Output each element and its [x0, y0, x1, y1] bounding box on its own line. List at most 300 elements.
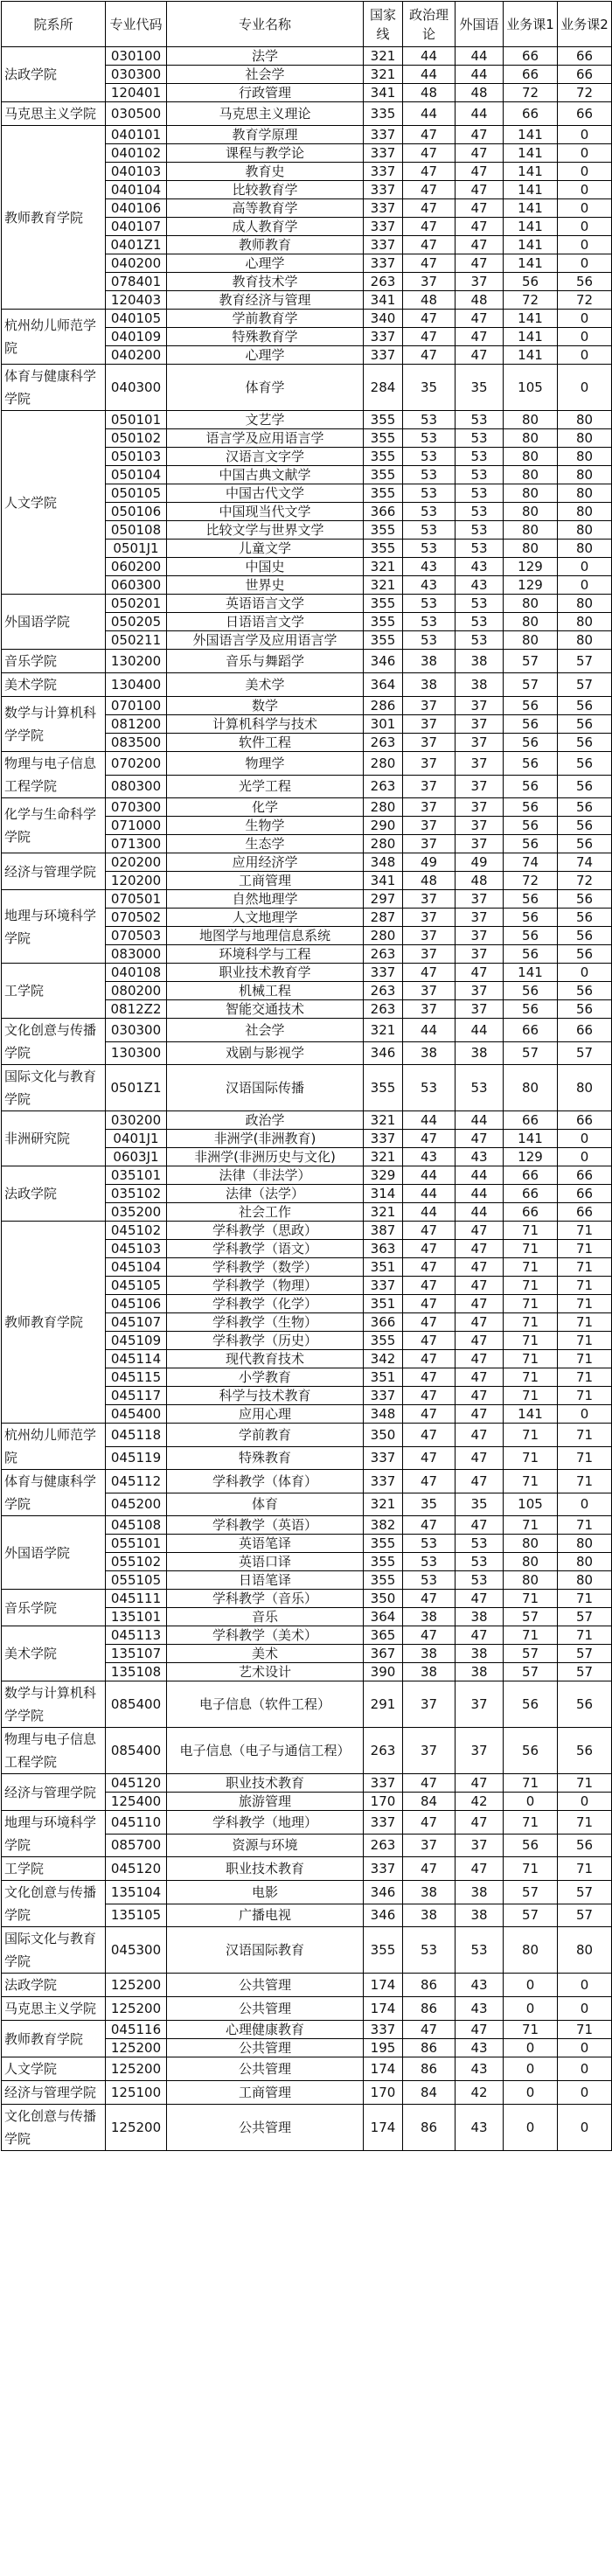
politics-score: 47	[403, 126, 456, 144]
subject-2-score: 66	[558, 1185, 612, 1203]
header-major: 专业名称	[167, 2, 364, 47]
subject-2-score: 0	[558, 236, 612, 254]
major-name: 生物学	[167, 817, 364, 835]
major-code: 045109	[106, 1332, 167, 1350]
subject-1-score: 71	[504, 1313, 558, 1332]
subject-1-score: 80	[504, 503, 558, 521]
politics-score: 49	[403, 853, 456, 872]
major-code: 040200	[106, 254, 167, 273]
subject-1-score: 141	[504, 310, 558, 328]
subject-1-score: 71	[504, 2021, 558, 2039]
politics-score: 47	[403, 346, 456, 365]
subject-1-score: 56	[504, 1728, 558, 1774]
department-cell: 文化创意与传播学院	[2, 1881, 106, 1927]
major-name: 学科教学（化学）	[167, 1295, 364, 1313]
subject-2-score: 0	[558, 1405, 612, 1424]
major-code: 083500	[106, 734, 167, 752]
foreign-language-score: 37	[456, 982, 504, 1000]
major-code: 050201	[106, 595, 167, 613]
subject-1-score: 141	[504, 1405, 558, 1424]
foreign-language-score: 47	[456, 310, 504, 328]
major-code: 045102	[106, 1222, 167, 1240]
major-code: 045115	[106, 1368, 167, 1387]
politics-score: 43	[403, 1148, 456, 1166]
subject-1-score: 71	[504, 1368, 558, 1387]
subject-2-score: 71	[558, 1424, 612, 1447]
subject-1-score: 56	[504, 927, 558, 945]
national-line: 337	[364, 1811, 403, 1835]
major-code: 070502	[106, 909, 167, 927]
major-name: 美术学	[167, 673, 364, 697]
national-line: 337	[364, 1774, 403, 1793]
subject-1-score: 80	[504, 1065, 558, 1111]
subject-2-score: 71	[558, 1240, 612, 1258]
politics-score: 47	[403, 1240, 456, 1258]
subject-2-score: 80	[558, 1553, 612, 1571]
foreign-language-score: 47	[456, 1424, 504, 1447]
subject-2-score: 71	[558, 1516, 612, 1535]
subject-2-score: 80	[558, 466, 612, 484]
politics-score: 53	[403, 1065, 456, 1111]
department-cell: 外国语学院	[2, 1516, 106, 1590]
foreign-language-score: 37	[456, 752, 504, 776]
foreign-language-score: 53	[456, 411, 504, 429]
major-name: 社会工作	[167, 1203, 364, 1222]
table-row	[2, 1626, 612, 1645]
major-name: 公共管理	[167, 1974, 364, 1997]
politics-score: 47	[403, 1774, 456, 1793]
major-name: 小学教育	[167, 1368, 364, 1387]
foreign-language-score: 37	[456, 835, 504, 853]
foreign-language-score: 44	[456, 102, 504, 126]
politics-score: 53	[403, 448, 456, 466]
politics-score: 43	[403, 576, 456, 595]
major-code: 078401	[106, 273, 167, 291]
subject-1-score: 57	[504, 1041, 558, 1065]
major-name: 学科教学（历史）	[167, 1332, 364, 1350]
major-name: 教育学原理	[167, 126, 364, 144]
major-code: 070501	[106, 890, 167, 909]
politics-score: 47	[403, 1516, 456, 1535]
subject-1-score: 57	[504, 1904, 558, 1927]
subject-2-score: 56	[558, 775, 612, 798]
subject-2-score: 0	[558, 964, 612, 982]
major-code: 040108	[106, 964, 167, 982]
subject-1-score: 80	[504, 1535, 558, 1553]
national-line: 355	[364, 411, 403, 429]
politics-score: 37	[403, 1728, 456, 1774]
department-cell: 文化创意与传播学院	[2, 1019, 106, 1065]
subject-1-score: 71	[504, 1387, 558, 1405]
foreign-language-score: 48	[456, 872, 504, 890]
politics-score: 84	[403, 1793, 456, 1811]
major-code: 050101	[106, 411, 167, 429]
politics-score: 37	[403, 775, 456, 798]
subject-2-score: 72	[558, 872, 612, 890]
subject-2-score: 0	[558, 1130, 612, 1148]
national-line: 346	[364, 650, 403, 673]
subject-2-score: 0	[558, 218, 612, 236]
subject-1-score: 56	[504, 715, 558, 734]
major-code: 045105	[106, 1277, 167, 1295]
subject-2-score: 80	[558, 484, 612, 503]
table-row	[2, 365, 612, 411]
subject-1-score: 56	[504, 1000, 558, 1019]
foreign-language-score: 43	[456, 576, 504, 595]
politics-score: 37	[403, 273, 456, 291]
national-line: 263	[364, 1728, 403, 1774]
subject-1-score: 0	[504, 2039, 558, 2057]
politics-score: 44	[403, 1019, 456, 1042]
major-name: 美术	[167, 1645, 364, 1663]
subject-2-score: 71	[558, 1295, 612, 1313]
major-name: 学科教学（体育）	[167, 1470, 364, 1493]
national-line: 321	[364, 66, 403, 84]
table-row	[2, 126, 612, 144]
subject-2-score: 56	[558, 1728, 612, 1774]
national-line: 355	[364, 613, 403, 631]
subject-2-score: 80	[558, 1065, 612, 1111]
politics-score: 84	[403, 2081, 456, 2105]
national-line: 355	[364, 1553, 403, 1571]
major-code: 030100	[106, 47, 167, 66]
politics-score: 47	[403, 1590, 456, 1608]
admission-score-table	[1, 1, 612, 2151]
major-code: 035200	[106, 1203, 167, 1222]
national-line: 263	[364, 1834, 403, 1857]
header-national-line: 国家线	[364, 2, 403, 47]
major-code: 070300	[106, 798, 167, 817]
foreign-language-score: 47	[456, 126, 504, 144]
national-line: 280	[364, 835, 403, 853]
major-name: 学前教育学	[167, 310, 364, 328]
major-code: 080200	[106, 982, 167, 1000]
foreign-language-score: 37	[456, 798, 504, 817]
major-name: 应用心理	[167, 1405, 364, 1424]
major-code: 085400	[106, 1681, 167, 1728]
subject-1-score: 57	[504, 650, 558, 673]
politics-score: 44	[403, 1203, 456, 1222]
major-name: 公共管理	[167, 1997, 364, 2021]
department-cell: 物理与电子信息工程学院	[2, 752, 106, 798]
major-code: 035101	[106, 1166, 167, 1185]
subject-1-score: 80	[504, 484, 558, 503]
foreign-language-score: 37	[456, 945, 504, 964]
foreign-language-score: 37	[456, 909, 504, 927]
national-line: 355	[364, 1927, 403, 1974]
major-name: 中国古典文献学	[167, 466, 364, 484]
subject-2-score: 66	[558, 102, 612, 126]
foreign-language-score: 47	[456, 1222, 504, 1240]
national-line: 321	[364, 558, 403, 576]
national-line: 351	[364, 1258, 403, 1277]
foreign-language-score: 53	[456, 503, 504, 521]
subject-1-score: 80	[504, 540, 558, 558]
major-code: 130300	[106, 1041, 167, 1065]
major-code: 045107	[106, 1313, 167, 1332]
table-row	[2, 2105, 612, 2151]
department-cell: 工学院	[2, 1857, 106, 1881]
national-line: 329	[364, 1166, 403, 1185]
national-line: 280	[364, 798, 403, 817]
foreign-language-score: 47	[456, 181, 504, 199]
national-line: 287	[364, 909, 403, 927]
subject-1-score: 71	[504, 1470, 558, 1493]
national-line: 174	[364, 1997, 403, 2021]
major-code: 045103	[106, 1240, 167, 1258]
major-name: 应用经济学	[167, 853, 364, 872]
national-line: 337	[364, 254, 403, 273]
subject-1-score: 80	[504, 613, 558, 631]
subject-1-score: 56	[504, 890, 558, 909]
subject-1-score: 71	[504, 1258, 558, 1277]
subject-2-score: 72	[558, 84, 612, 102]
foreign-language-score: 53	[456, 631, 504, 650]
table-row	[2, 1811, 612, 1835]
subject-1-score: 72	[504, 84, 558, 102]
subject-2-score: 56	[558, 945, 612, 964]
foreign-language-score: 37	[456, 273, 504, 291]
major-name: 心理学	[167, 254, 364, 273]
major-code: 050106	[106, 503, 167, 521]
foreign-language-score: 47	[456, 236, 504, 254]
national-line: 337	[364, 1446, 403, 1470]
subject-2-score: 56	[558, 1000, 612, 1019]
major-name: 教育技术学	[167, 273, 364, 291]
national-line: 335	[364, 102, 403, 126]
subject-1-score: 66	[504, 47, 558, 66]
subject-2-score: 0	[558, 254, 612, 273]
foreign-language-score: 47	[456, 163, 504, 181]
major-code: 060200	[106, 558, 167, 576]
subject-2-score: 0	[558, 2057, 612, 2081]
subject-2-score: 66	[558, 66, 612, 84]
major-code: 135108	[106, 1663, 167, 1681]
politics-score: 53	[403, 540, 456, 558]
subject-1-score: 66	[504, 102, 558, 126]
foreign-language-score: 53	[456, 540, 504, 558]
politics-score: 38	[403, 1881, 456, 1904]
subject-2-score: 0	[558, 1793, 612, 1811]
major-name: 课程与教学论	[167, 144, 364, 163]
subject-1-score: 74	[504, 853, 558, 872]
politics-score: 86	[403, 1974, 456, 1997]
major-code: 030300	[106, 1019, 167, 1042]
subject-2-score: 71	[558, 1222, 612, 1240]
politics-score: 53	[403, 503, 456, 521]
department-cell: 体育与健康科学学院	[2, 1470, 106, 1516]
subject-1-score: 71	[504, 1332, 558, 1350]
subject-1-score: 56	[504, 982, 558, 1000]
department-cell: 物理与电子信息工程学院	[2, 1728, 106, 1774]
major-code: 0603J1	[106, 1148, 167, 1166]
table-row	[2, 752, 612, 776]
politics-score: 47	[403, 310, 456, 328]
subject-1-score: 71	[504, 1446, 558, 1470]
politics-score: 37	[403, 1000, 456, 1019]
foreign-language-score: 47	[456, 1774, 504, 1793]
subject-2-score: 80	[558, 448, 612, 466]
major-name: 日语语言文学	[167, 613, 364, 631]
subject-2-score: 0	[558, 2081, 612, 2105]
table-row	[2, 102, 612, 126]
national-line: 337	[364, 126, 403, 144]
politics-score: 86	[403, 2057, 456, 2081]
major-code: 085400	[106, 1728, 167, 1774]
subject-2-score: 56	[558, 734, 612, 752]
subject-2-score: 80	[558, 1927, 612, 1974]
table-row	[2, 310, 612, 328]
national-line: 341	[364, 872, 403, 890]
politics-score: 37	[403, 734, 456, 752]
department-cell: 国际文化与教育学院	[2, 1927, 106, 1974]
major-code: 035102	[106, 1185, 167, 1203]
politics-score: 47	[403, 254, 456, 273]
national-line: 355	[364, 466, 403, 484]
major-name: 生态学	[167, 835, 364, 853]
foreign-language-score: 53	[456, 595, 504, 613]
politics-score: 48	[403, 291, 456, 310]
politics-score: 53	[403, 466, 456, 484]
major-code: 135105	[106, 1904, 167, 1927]
subject-1-score: 80	[504, 631, 558, 650]
major-code: 050211	[106, 631, 167, 650]
major-name: 音乐与舞蹈学	[167, 650, 364, 673]
major-name: 科学与技术教育	[167, 1387, 364, 1405]
national-line: 337	[364, 964, 403, 982]
subject-1-score: 56	[504, 835, 558, 853]
major-name: 法律（法学）	[167, 1185, 364, 1203]
major-name: 物理学	[167, 752, 364, 776]
foreign-language-score: 53	[456, 1065, 504, 1111]
national-line: 263	[364, 734, 403, 752]
national-line: 355	[364, 484, 403, 503]
major-code: 050108	[106, 521, 167, 540]
subject-2-score: 74	[558, 853, 612, 872]
major-name: 职业技术教育	[167, 1774, 364, 1793]
subject-2-score: 72	[558, 291, 612, 310]
major-code: 0401Z1	[106, 236, 167, 254]
department-cell: 音乐学院	[2, 650, 106, 673]
major-code: 040101	[106, 126, 167, 144]
subject-1-score: 80	[504, 429, 558, 448]
foreign-language-score: 44	[456, 1111, 504, 1130]
subject-1-score: 129	[504, 1148, 558, 1166]
major-name: 语言学及应用语言学	[167, 429, 364, 448]
major-code: 070503	[106, 927, 167, 945]
subject-1-score: 56	[504, 798, 558, 817]
major-code: 045111	[106, 1590, 167, 1608]
table-row	[2, 1974, 612, 1997]
foreign-language-score: 37	[456, 734, 504, 752]
foreign-language-score: 43	[456, 1997, 504, 2021]
foreign-language-score: 43	[456, 1974, 504, 1997]
department-cell: 外国语学院	[2, 595, 106, 650]
subject-2-score: 71	[558, 1277, 612, 1295]
major-code: 030300	[106, 66, 167, 84]
table-row	[2, 1065, 612, 1111]
politics-score: 47	[403, 1626, 456, 1645]
subject-2-score: 71	[558, 1590, 612, 1608]
subject-1-score: 56	[504, 1834, 558, 1857]
subject-1-score: 141	[504, 181, 558, 199]
major-name: 化学	[167, 798, 364, 817]
foreign-language-score: 37	[456, 1000, 504, 1019]
major-name: 光学工程	[167, 775, 364, 798]
major-code: 0812Z2	[106, 1000, 167, 1019]
major-name: 比较文学与世界文学	[167, 521, 364, 540]
national-line: 314	[364, 1185, 403, 1203]
major-code: 050205	[106, 613, 167, 631]
subject-2-score: 80	[558, 1571, 612, 1590]
politics-score: 37	[403, 927, 456, 945]
national-line: 355	[364, 1065, 403, 1111]
major-code: 040107	[106, 218, 167, 236]
foreign-language-score: 43	[456, 558, 504, 576]
major-code: 040105	[106, 310, 167, 328]
header-dept: 院系所	[2, 2, 106, 47]
politics-score: 37	[403, 835, 456, 853]
table-row	[2, 1222, 612, 1240]
major-name: 广播电视	[167, 1904, 364, 1927]
subject-2-score: 56	[558, 890, 612, 909]
national-line: 355	[364, 1571, 403, 1590]
major-name: 心理健康教育	[167, 2021, 364, 2039]
national-line: 170	[364, 1793, 403, 1811]
politics-score: 47	[403, 2021, 456, 2039]
foreign-language-score: 48	[456, 291, 504, 310]
foreign-language-score: 44	[456, 1185, 504, 1203]
foreign-language-score: 47	[456, 1313, 504, 1332]
table-row	[2, 1019, 612, 1042]
department-cell: 经济与管理学院	[2, 1774, 106, 1811]
major-code: 040109	[106, 328, 167, 346]
major-name: 法律（非法学）	[167, 1166, 364, 1185]
department-cell: 人文学院	[2, 411, 106, 595]
major-name: 艺术设计	[167, 1663, 364, 1681]
major-name: 世界史	[167, 576, 364, 595]
subject-2-score: 66	[558, 47, 612, 66]
table-row	[2, 1111, 612, 1130]
department-cell: 地理与环境科学学院	[2, 1811, 106, 1857]
foreign-language-score: 38	[456, 1608, 504, 1626]
foreign-language-score: 47	[456, 1857, 504, 1881]
national-line: 355	[364, 631, 403, 650]
department-cell: 教师教育学院	[2, 1222, 106, 1424]
foreign-language-score: 47	[456, 1590, 504, 1608]
politics-score: 47	[403, 1368, 456, 1387]
politics-score: 37	[403, 1681, 456, 1728]
subject-2-score: 66	[558, 1166, 612, 1185]
major-code: 045116	[106, 2021, 167, 2039]
header-row	[2, 2, 612, 47]
national-line: 337	[364, 199, 403, 218]
national-line: 290	[364, 817, 403, 835]
major-name: 戏剧与影视学	[167, 1041, 364, 1065]
foreign-language-score: 35	[456, 1493, 504, 1516]
politics-score: 47	[403, 144, 456, 163]
national-line: 365	[364, 1626, 403, 1645]
subject-2-score: 80	[558, 540, 612, 558]
major-name: 电子信息（软件工程）	[167, 1681, 364, 1728]
subject-1-score: 80	[504, 466, 558, 484]
foreign-language-score: 53	[456, 448, 504, 466]
major-code: 135101	[106, 1608, 167, 1626]
major-code: 045113	[106, 1626, 167, 1645]
foreign-language-score: 47	[456, 1295, 504, 1313]
subject-1-score: 141	[504, 236, 558, 254]
national-line: 321	[364, 1203, 403, 1222]
